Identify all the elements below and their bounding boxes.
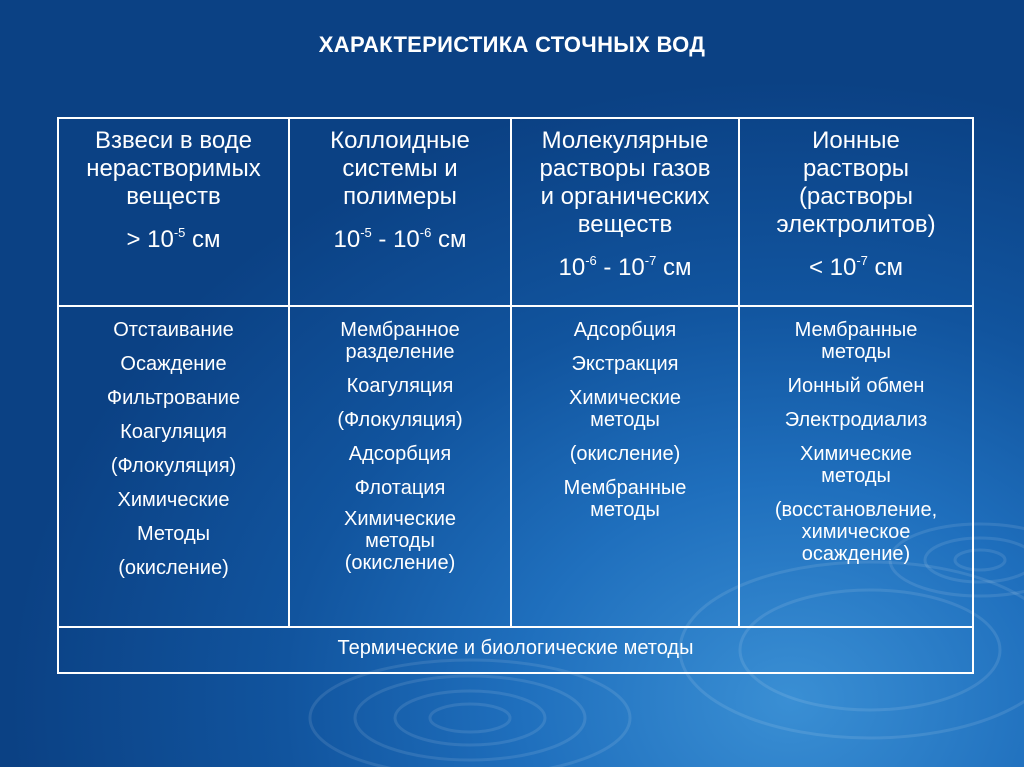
row-divider [59, 626, 972, 628]
method-item: Коагуляция [120, 421, 227, 443]
method-item: Химические [117, 489, 230, 511]
method-item: Химические методы [799, 443, 913, 487]
common-methods-footer: Термические и биологические методы [337, 637, 694, 659]
particle-size: < $10^{-7}$ см [808, 253, 904, 281]
method-item: Фильтрование [106, 387, 241, 409]
particle-size: $10^{-5} - 10^{-6}$ см [333, 225, 467, 253]
method-item: (Флокуляция) [337, 409, 463, 431]
method-item: Мембранное разделение [340, 319, 460, 363]
method-item: Осаждение [120, 353, 227, 375]
header-cell-colloids [290, 127, 510, 254]
header-line: электролитов) [776, 211, 936, 238]
method-item: (окисление) [569, 443, 681, 465]
method-item: Отстаивание [113, 319, 234, 341]
method-item: Адсорбция [348, 443, 452, 465]
method-item: Флотация [354, 477, 446, 499]
method-item: Адсорбция [573, 319, 677, 341]
method-item: Электродиализ [784, 409, 928, 431]
header-line: системы и [342, 155, 458, 182]
row-divider [59, 305, 972, 307]
method-item: Ионный обмен [787, 375, 925, 397]
methods-cell-molecular [512, 319, 738, 533]
method-item: Методы [136, 523, 210, 545]
method-item: Мембранные методы [794, 319, 918, 363]
header-line: растворы [802, 155, 910, 182]
header-line: Взвеси в воде [95, 127, 252, 154]
header-line: веществ [126, 183, 221, 210]
header-line: Молекулярные [541, 127, 709, 154]
method-item: Коагуляция [346, 375, 454, 397]
particle-size: $10^{-6} - 10^{-7}$ см [558, 253, 692, 281]
method-item: Химические методы (окисление) [343, 508, 457, 574]
method-item: Химические методы [568, 387, 682, 431]
methods-cell-suspensions [59, 319, 288, 591]
methods-cell-ionic [740, 319, 972, 577]
header-line: (растворы [798, 183, 914, 210]
header-line: веществ [577, 211, 673, 238]
header-line: растворы газов [539, 155, 711, 182]
header-cell-suspensions [59, 127, 288, 254]
wastewater-table [57, 117, 974, 674]
method-item: Экстракция [571, 353, 679, 375]
header-line: и органических [540, 183, 710, 210]
header-line: Коллоидные [330, 127, 470, 154]
method-item: (окисление) [118, 557, 229, 579]
method-item: (Флокуляция) [110, 455, 237, 477]
header-cell-ionic [740, 127, 972, 282]
particle-size: > $10^{-5}$ см [126, 225, 221, 253]
header-line: полимеры [343, 183, 457, 210]
method-item: Мембранные методы [563, 477, 687, 521]
methods-cell-colloids [290, 319, 510, 586]
header-line: нерастворимых [86, 155, 261, 182]
header-line: Ионные [812, 127, 900, 154]
method-item: (восстановление, химическое осаждение) [774, 499, 938, 565]
header-cell-molecular [512, 127, 738, 282]
page-title: ХАРАКТЕРИСТИКА СТОЧНЫХ ВОД [318, 32, 706, 57]
